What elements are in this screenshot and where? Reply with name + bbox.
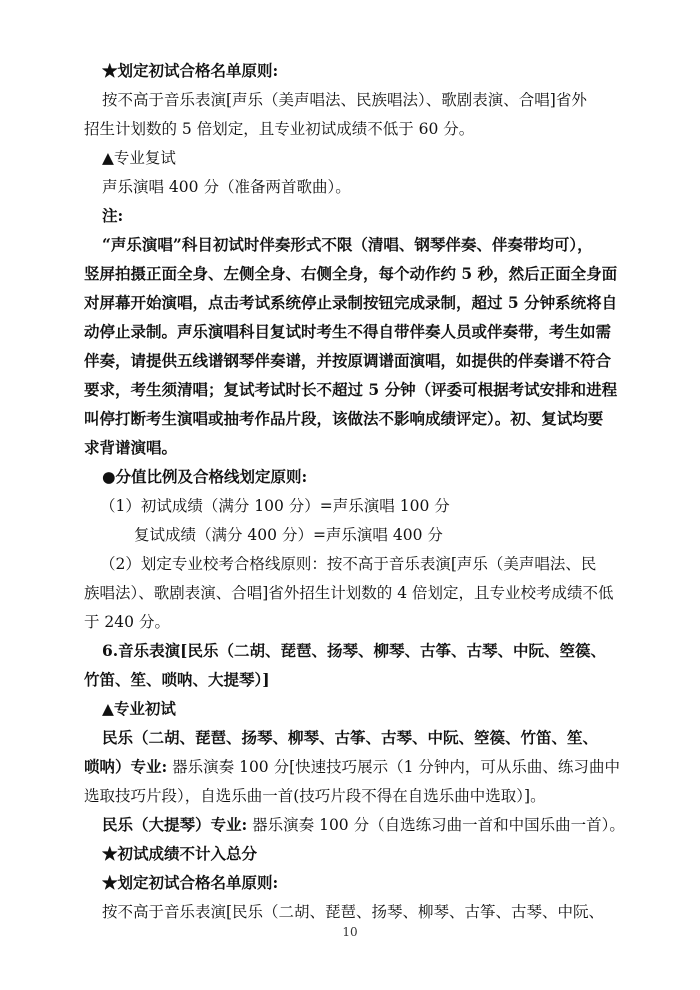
heading-first-test: ▲专业初试: [102, 699, 176, 718]
cello-label: 民乐（大提琴）专业:: [102, 815, 248, 834]
note-line: 叫停打断考生演唱或抽考作品片段，该做法不影响成绩评定）。初、复试均要: [84, 409, 604, 428]
paragraph-line: （2）划定专业校考合格线原则：按不高于音乐表演[声乐（美声唱法、民: [100, 555, 597, 573]
minyue-label-cont: 唢呐）专业:: [84, 757, 168, 776]
paragraph-line: 于 240 分。: [84, 613, 170, 631]
note-line: “声乐演唱”科目初试时伴奏形式不限（清唱、钢琴伴奏、伴奏带均可），: [102, 235, 593, 254]
heading-score-ratio: ●分值比例及合格线划定原则:: [102, 467, 308, 486]
paragraph-line: 招生计划数的 5 倍划定，且专业初试成绩不低于 60 分。: [84, 120, 475, 138]
paragraph-line: （1）初试成绩（满分 100 分）=声乐演唱 100 分: [100, 497, 450, 515]
note-line: 对屏幕开始演唱，点击考试系统停止录制按钮完成录制，超过 5 分钟系统将自: [84, 293, 618, 312]
heading-first-list-principle: ★划定初试合格名单原则:: [102, 61, 279, 80]
heading-note: 注:: [102, 206, 124, 225]
paragraph-line: 复试成绩（满分 400 分）=声乐演唱 400 分: [134, 526, 443, 544]
paragraph-line: 族唱法）、歌剧表演、合唱]省外招生计划数的 4 倍划定，且专业校考成绩不低: [84, 584, 614, 602]
page-number: 10: [342, 925, 358, 939]
note-line: 伴奏，请提供五线谱钢琴伴奏谱，并按原调谱面演唱，如提供的伴奏谱不符合: [84, 351, 612, 370]
paragraph-line: [102, 812, 642, 838]
note-line: 竖屏拍摄正面全身、左侧全身、右侧全身，每个动作约 5 秒，然后正面全身面: [84, 264, 618, 283]
note-line: 动停止录制。声乐演唱科目复试时考生不得自带伴奏人员或伴奏带，考生如需: [84, 322, 612, 341]
paragraph-line: 按不高于音乐表演[声乐（美声唱法、民族唱法）、歌剧表演、合唱]省外: [102, 91, 587, 109]
paragraph-line: [84, 754, 624, 780]
section-title: 竹笛、笙、唢呐、大提琴）]: [84, 670, 270, 689]
note-line: 要求，考生须清唱；复试考试时长不超过 5 分钟（评委可根据考试安排和进程: [84, 380, 618, 399]
heading-not-total: ★初试成绩不计入总分: [102, 844, 258, 863]
cello-text: 器乐演奏 100 分（自选练习曲一首和中国乐曲一首）。: [247, 816, 625, 834]
heading-retest: ▲专业复试: [102, 149, 176, 167]
minyue-text: 器乐演奏 100 分[快速技巧展示（1 分钟内，可从乐曲、练习曲中: [167, 758, 620, 776]
paragraph-line: 选取技巧片段），自选乐曲一首(技巧片段不得在自选乐曲中选取）]。: [84, 787, 546, 805]
note-line: 求背谱演唱。: [84, 438, 178, 457]
paragraph-line: 按不高于音乐表演[民乐（二胡、琵琶、扬琴、柳琴、古筝、古琴、中阮、: [102, 903, 605, 921]
heading-list-principle: ★划定初试合格名单原则:: [102, 873, 279, 892]
paragraph-line: 声乐演唱 400 分（准备两首歌曲）。: [102, 178, 351, 196]
minyue-label: 民乐（二胡、琵琶、扬琴、柳琴、古筝、古琴、中阮、箜篌、竹笛、笙、: [102, 728, 599, 747]
section-title: 6.音乐表演[民乐（二胡、琵琶、扬琴、柳琴、古筝、古琴、中阮、箜篌、: [102, 641, 607, 660]
